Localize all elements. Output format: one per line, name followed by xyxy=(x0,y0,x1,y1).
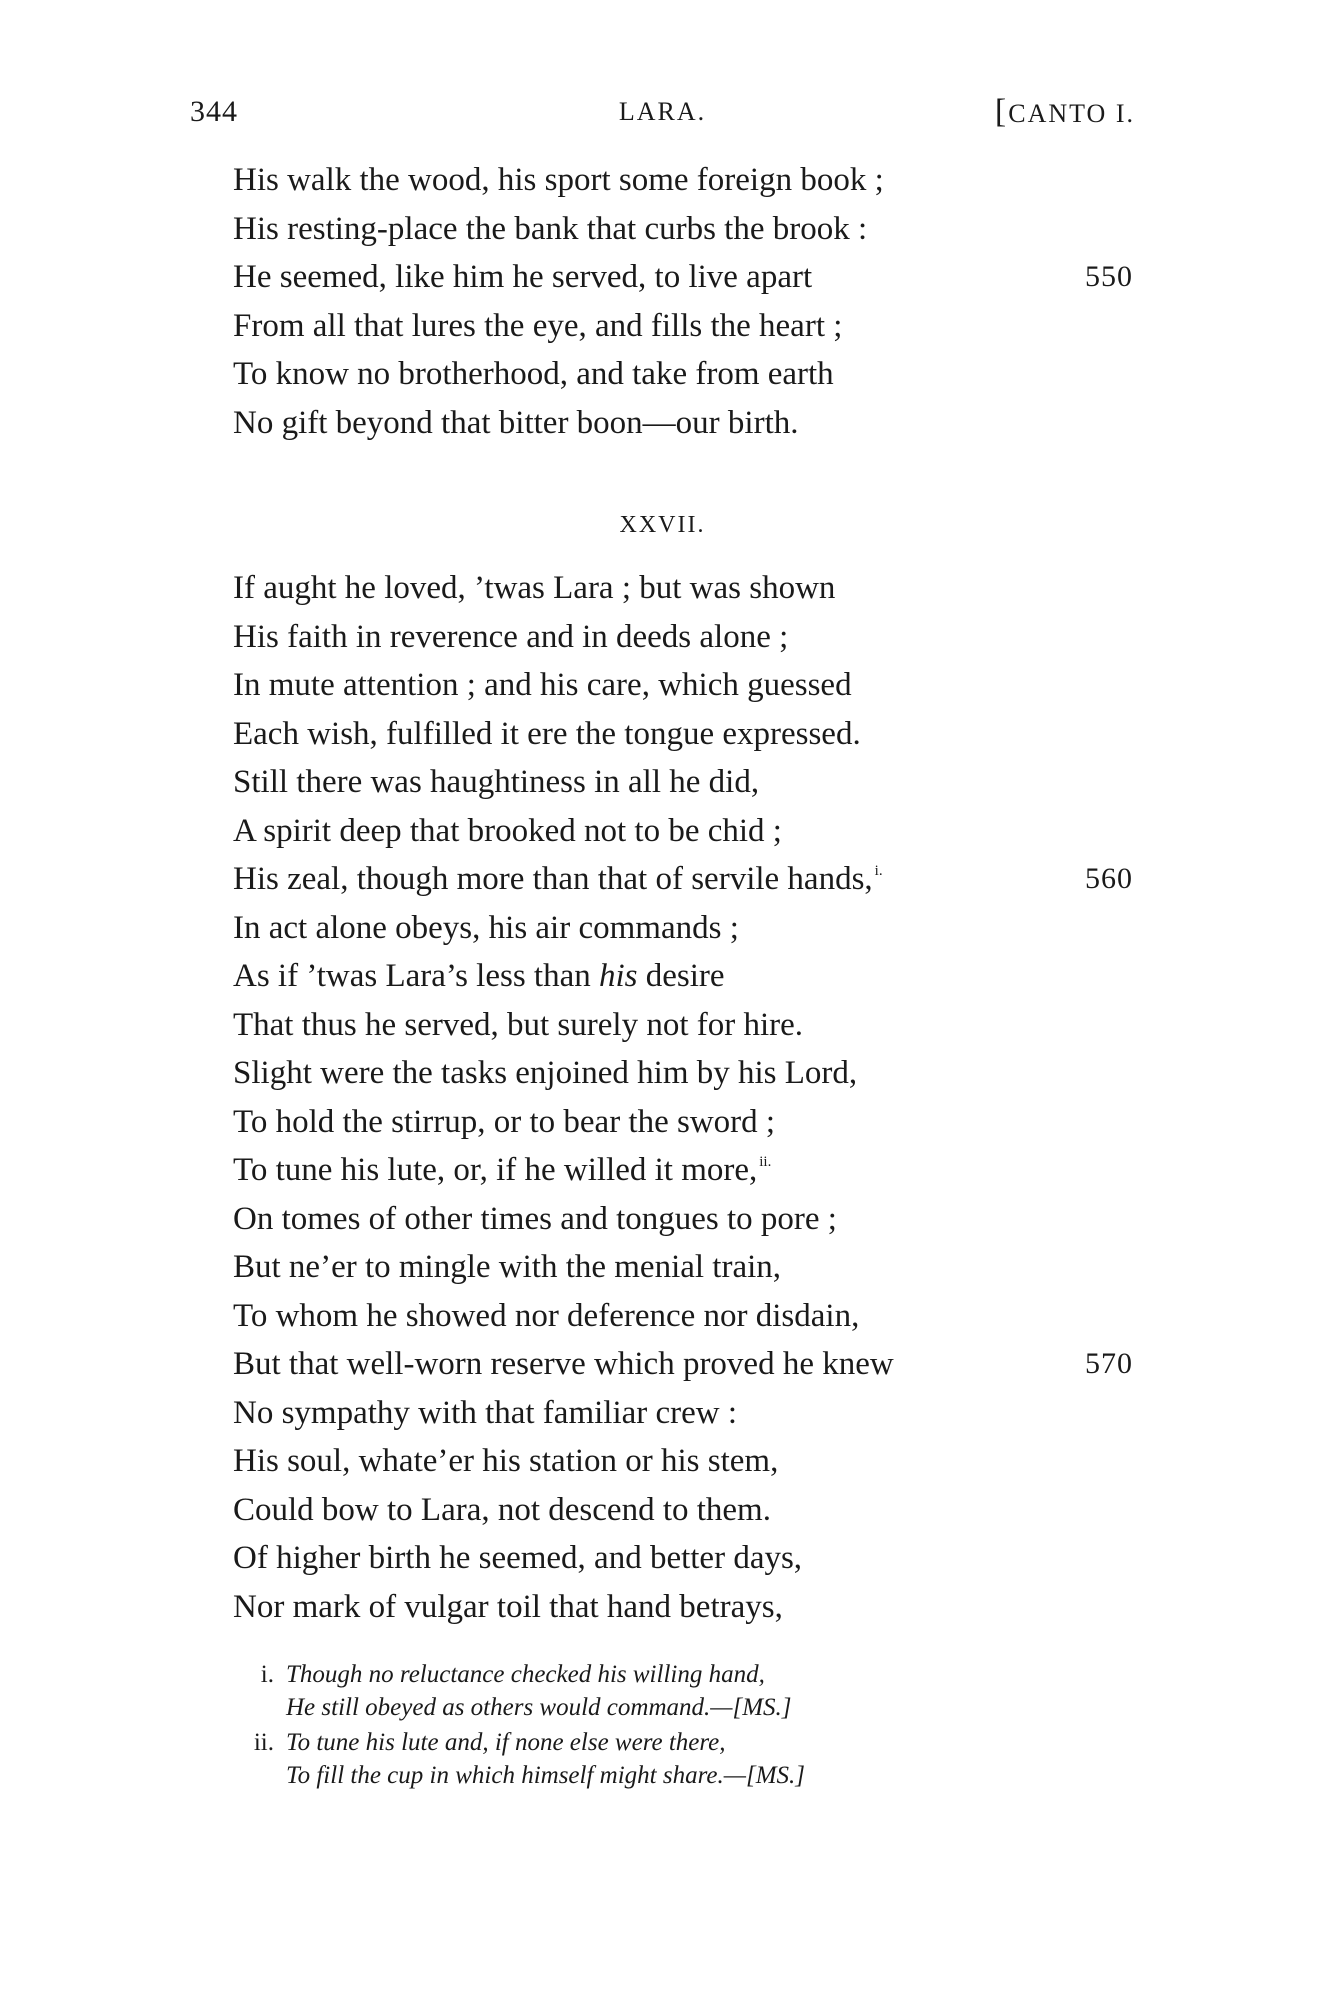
verse-text: From all that lures the eye, and fills the heart ; xyxy=(233,307,843,344)
verse-text: Of higher birth he seemed, and better days, xyxy=(233,1540,803,1576)
verse-line xyxy=(233,1292,1133,1341)
verse-line xyxy=(233,1340,1133,1389)
verse-text: Could bow to Lara, not descend to them. xyxy=(233,1491,771,1528)
verse-text: His resting-place the bank that curbs the brook : xyxy=(233,210,868,247)
verse-line xyxy=(233,253,1133,302)
verse-line xyxy=(233,350,1133,399)
verse-text: Each wish, fulfilled it ere the tongue expressed. xyxy=(233,715,861,752)
verse-line xyxy=(233,1001,1133,1050)
verse-text: He seemed, like him he served, to live apart xyxy=(233,259,813,295)
verse-line xyxy=(233,758,1133,807)
footnote-line: To fill the cup in which himself might share.—[MS.] xyxy=(286,1762,805,1789)
verse-text: That thus he served, but surely not for hire. xyxy=(233,1006,804,1043)
verse-line xyxy=(233,1098,1133,1147)
line-number: 550 xyxy=(1085,260,1133,293)
verse-text: No sympathy with that familiar crew : xyxy=(233,1394,738,1431)
verse-line xyxy=(233,1437,1133,1486)
footnote-ref: ii. xyxy=(759,1154,772,1170)
verse-line xyxy=(233,1195,1133,1244)
footnote-line: Though no reluctance checked his willing hand, xyxy=(286,1661,765,1688)
footnote-line: He still obeyed as others would command.—[MS.] xyxy=(286,1694,792,1721)
canto-label xyxy=(995,92,1135,134)
stanza-continued xyxy=(233,156,1133,447)
verse-line xyxy=(233,1243,1133,1292)
verse-line xyxy=(233,1583,1133,1632)
stanza-heading: XXVII. xyxy=(619,512,706,538)
verse-text: If aught he loved, ’twas Lara ; but was shown xyxy=(233,570,836,606)
verse-text: But ne’er to mingle with the menial train, xyxy=(233,1249,782,1285)
verse-line xyxy=(233,661,1133,710)
verse-line xyxy=(233,855,1133,904)
verse-text: Nor mark of vulgar toil that hand betrays, xyxy=(233,1588,783,1625)
canto-bracket: [ xyxy=(994,93,1009,130)
verse-text: To whom he showed nor deference nor disdain, xyxy=(233,1297,860,1334)
verse-text-before: As if ’twas Lara’s less than xyxy=(233,958,599,994)
line-number: 570 xyxy=(1085,1347,1133,1380)
verse-line xyxy=(233,807,1133,856)
footnote-mark: ii. xyxy=(253,1729,274,1756)
verse-text: In act alone obeys, his air commands ; xyxy=(233,909,739,946)
footnote xyxy=(240,1658,1100,1724)
verse-text: His walk the wood, his sport some foreign book ; xyxy=(233,162,884,198)
verse-text: To tune his lute, or, if he willed it more, xyxy=(233,1152,758,1188)
verse-text: His faith in reverence and in deeds alone ; xyxy=(233,618,789,655)
verse-text: His zeal, though more than that of servile hands, xyxy=(233,861,873,897)
verse-text: To know no brotherhood, and take from earth xyxy=(233,356,834,392)
verse-line xyxy=(233,952,1133,1001)
footnotes xyxy=(240,1658,1100,1794)
verse-line xyxy=(233,613,1133,662)
running-header xyxy=(190,92,1135,132)
verse-text-italic: his xyxy=(598,958,638,994)
footnote-line: To tune his lute and, if none else were there, xyxy=(286,1729,726,1756)
verse-line xyxy=(233,710,1133,759)
verse-text: In mute attention ; and his care, which guessed xyxy=(233,667,852,703)
verse-line xyxy=(233,1389,1133,1438)
verse-text: To hold the stirrup, or to bear the sword ; xyxy=(233,1103,776,1140)
verse-text: But that well-worn reserve which proved he knew xyxy=(233,1346,894,1382)
line-number: 560 xyxy=(1085,862,1133,895)
verse-line xyxy=(233,1486,1133,1535)
footnote-mark: i. xyxy=(260,1661,274,1688)
verse-text: On tomes of other times and tongues to pore ; xyxy=(233,1200,837,1237)
verse-text: His soul, whate’er his station or his stem, xyxy=(233,1443,779,1479)
footnote-ref: i. xyxy=(874,863,883,879)
verse-text-after: desire xyxy=(637,958,725,994)
running-title: LARA. xyxy=(618,97,707,126)
verse-line xyxy=(233,904,1133,953)
verse-line xyxy=(233,1049,1133,1098)
verse-line xyxy=(233,1534,1133,1583)
page-number: 344 xyxy=(190,95,238,128)
canto-text: CANTO I. xyxy=(1008,99,1135,128)
verse-line xyxy=(233,156,1133,205)
verse-line xyxy=(233,302,1133,351)
verse-line xyxy=(233,1146,1133,1195)
footnote xyxy=(240,1726,1100,1792)
verse-line xyxy=(233,399,1133,448)
verse-text: Still there was haughtiness in all he did, xyxy=(233,764,760,800)
verse-text: No gift beyond that bitter boon—our birth. xyxy=(233,404,799,441)
verse-text: Slight were the tasks enjoined him by his Lord, xyxy=(233,1055,858,1091)
verse-line xyxy=(233,205,1133,254)
verse-line xyxy=(233,564,1133,613)
verse-text: A spirit deep that brooked not to be chid ; xyxy=(233,812,782,849)
stanza-xxvii xyxy=(233,564,1133,1631)
